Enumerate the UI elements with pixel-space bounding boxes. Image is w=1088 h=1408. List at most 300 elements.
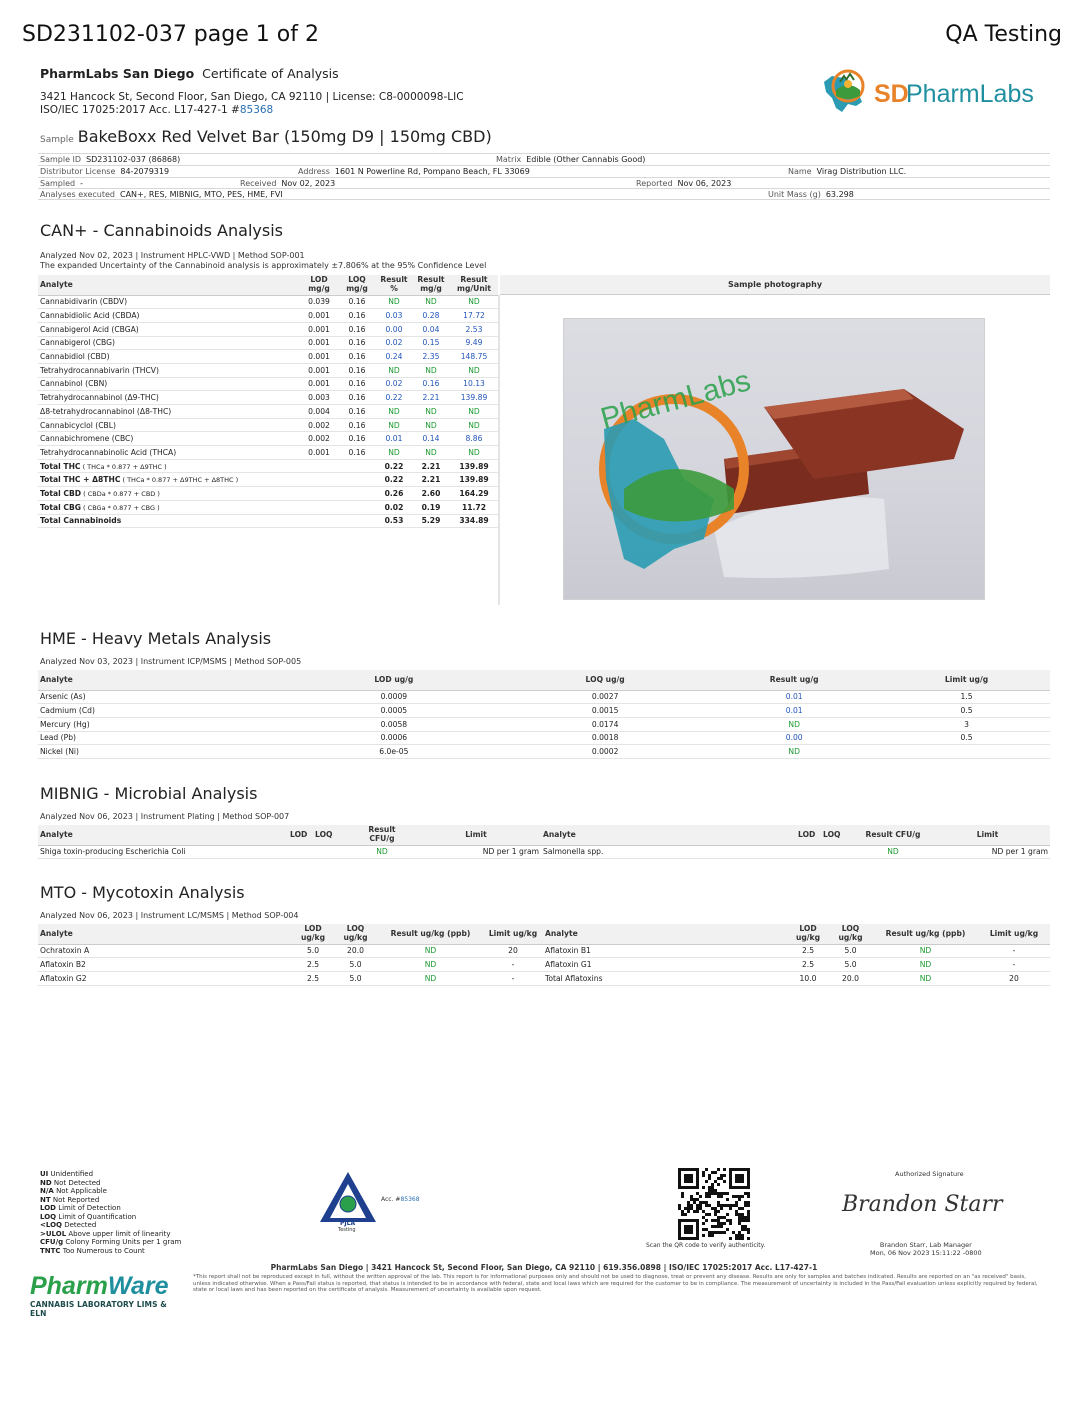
col-result-2: Result ug/kg (ppb) — [873, 924, 978, 944]
result-value: 0.01 — [705, 704, 883, 718]
analyte-name: Total Aflatoxins — [543, 971, 788, 985]
legend-abbr: ND — [40, 1178, 52, 1187]
limit-value: 0.5 — [883, 731, 1050, 745]
lab-address-block — [40, 91, 464, 117]
result-pct: ND — [376, 418, 412, 432]
result-pct: 0.02 — [376, 377, 412, 391]
col-loq: LOQ mg/g — [338, 275, 376, 295]
result-pct: ND — [376, 405, 412, 419]
table-header-row — [38, 275, 498, 295]
loq-value: 0.0018 — [505, 731, 705, 745]
unit-mass-label: Unit Mass (g) — [768, 190, 821, 200]
total-mgu: 334.89 — [450, 514, 498, 528]
table-row — [38, 336, 498, 350]
table-header-row — [38, 825, 1050, 845]
total-label — [38, 473, 376, 487]
total-pct: 0.26 — [376, 487, 412, 501]
limit-value: - — [483, 971, 543, 985]
lod-value: 0.0009 — [283, 690, 505, 704]
heavy-metals-table — [38, 670, 1050, 759]
total-mgu: 11.72 — [450, 500, 498, 514]
lod-value: 0.003 — [300, 391, 338, 405]
result-mgu: 148.75 — [450, 350, 498, 364]
total-pct: 0.22 — [376, 459, 412, 473]
divider — [498, 295, 500, 605]
col-result-pct: Result % — [376, 275, 412, 295]
legend-abbr: CFU/g — [40, 1238, 64, 1246]
pjla-sub: Testing — [338, 1227, 356, 1233]
heavy-metals-table-wrap — [38, 670, 1050, 759]
lod-value: 2.5 — [293, 958, 333, 972]
sample-title — [40, 127, 492, 146]
reported-label: Reported — [636, 178, 673, 188]
legend-meaning: Too Numerous to Count — [60, 1246, 145, 1255]
table-row — [38, 958, 1050, 972]
result-value: 0.00 — [705, 731, 883, 745]
total-name: Total THC + Δ8THC — [40, 475, 121, 485]
loq-value: 5.0 — [828, 958, 873, 972]
cell: ND — [861, 845, 925, 859]
mto-section-sub: Analyzed Nov 06, 2023 | Instrument LC/MSMS | Method SOP-004 — [40, 911, 299, 920]
col-limit: Limit ug/kg — [483, 924, 543, 944]
legend-abbr: >ULOL — [40, 1229, 67, 1238]
analyte-name: Δ8-tetrahydrocannabinol (Δ8-THC) — [38, 405, 300, 419]
mto-section-title: MTO - Mycotoxin Analysis — [40, 883, 245, 902]
col-analyte: Analyte — [38, 825, 288, 845]
table-row — [38, 350, 498, 364]
loq-value: 5.0 — [333, 971, 378, 985]
received-label: Received — [240, 178, 277, 188]
total-pct: 0.02 — [376, 500, 412, 514]
doc-type: Certificate of Analysis — [202, 66, 339, 81]
sample-meta-table — [38, 153, 1050, 200]
total-formula: ( THCa * 0.877 + Δ9THC + Δ8THC ) — [120, 476, 239, 485]
received-value: Nov 02, 2023 — [281, 178, 336, 188]
loq-value: 0.16 — [338, 363, 376, 377]
loq-value: 0.0002 — [505, 745, 705, 759]
lod-value: 2.5 — [788, 944, 828, 958]
matrix-value: Edible (Other Cannabis Good) — [526, 155, 646, 164]
total-label — [38, 459, 376, 473]
analyte-name: Aflatoxin B2 — [38, 958, 293, 972]
result-value: 0.01 — [705, 690, 883, 704]
table-row — [38, 363, 498, 377]
pjla-acc-number: 85368 — [400, 1196, 420, 1203]
result-value: ND — [873, 971, 978, 985]
table-row — [38, 309, 498, 323]
lod-value: 0.001 — [300, 322, 338, 336]
cell — [821, 845, 861, 859]
loq-value: 0.16 — [338, 432, 376, 446]
lod-value: 0.002 — [300, 432, 338, 446]
result-mgu: ND — [450, 295, 498, 309]
svg-text:PharmLabs: PharmLabs — [597, 364, 755, 436]
sample-label: Sample — [40, 135, 74, 145]
analyte-name: Cannabigerol Acid (CBGA) — [38, 322, 300, 336]
result-mgu: ND — [450, 418, 498, 432]
total-label — [38, 500, 376, 514]
meta-row — [38, 153, 1050, 165]
col-result-2: Result CFU/g — [861, 825, 925, 845]
table-row — [38, 377, 498, 391]
total-row — [38, 459, 498, 473]
result-mgu: 9.49 — [450, 336, 498, 350]
loq-value: 0.16 — [338, 446, 376, 460]
col-loq-2: LOQ ug/kg — [828, 924, 873, 944]
analyte-name: Tetrahydrocannabinol (Δ9-THC) — [38, 391, 300, 405]
table-row — [38, 704, 1050, 718]
legend-item — [40, 1221, 181, 1230]
limit-value: 1.5 — [883, 690, 1050, 704]
analyte-name: Cannabigerol (CBG) — [38, 336, 300, 350]
meta-row — [38, 165, 1050, 177]
abbreviations-legend — [40, 1170, 181, 1255]
analyses-label: Analyses executed — [40, 190, 115, 200]
legend-item — [40, 1204, 181, 1213]
iso-line — [40, 104, 464, 117]
col-result-mgg: Result mg/g — [412, 275, 450, 295]
result-mgu: 17.72 — [450, 309, 498, 323]
meta-row — [38, 177, 1050, 189]
total-mgu: 139.89 — [450, 459, 498, 473]
col-lod-2: LOD ug/kg — [788, 924, 828, 944]
table-row — [38, 690, 1050, 704]
legend-abbr: NT — [40, 1195, 51, 1204]
total-label — [38, 487, 376, 501]
hme-section-sub: Analyzed Nov 03, 2023 | Instrument ICP/MSMS | Method SOP-005 — [40, 657, 302, 666]
loq-value: 0.16 — [338, 350, 376, 364]
loq-value: 0.0015 — [505, 704, 705, 718]
qr-code-icon — [678, 1168, 750, 1240]
lod-value: 0.0006 — [283, 731, 505, 745]
result-value: ND — [873, 958, 978, 972]
total-formula: ( CBGa * 0.877 + CBG ) — [80, 503, 160, 512]
result-value: ND — [705, 717, 883, 731]
signature-label: Authorized Signature — [895, 1170, 964, 1178]
table-header-row — [38, 924, 1050, 944]
legend-meaning: Not Reported — [50, 1195, 100, 1204]
total-row — [38, 500, 498, 514]
legend-item — [40, 1230, 181, 1239]
legend-item — [40, 1238, 181, 1247]
legend-abbr: N/A — [40, 1187, 54, 1195]
result-mgg: 0.14 — [412, 432, 450, 446]
can-analyzed-line: Analyzed Nov 02, 2023 | Instrument HPLC-VWD | Method SOP-001 — [40, 251, 305, 260]
verification-qr-code[interactable] — [678, 1168, 750, 1240]
loq-value: 0.0027 — [505, 690, 705, 704]
col-analyte-2: Analyte — [543, 924, 788, 944]
loq-value: 0.16 — [338, 309, 376, 323]
col-lod: LOD — [288, 825, 313, 845]
pjla-acc-prefix: Acc. # — [381, 1196, 401, 1203]
cannabinoid-table-wrap — [38, 275, 498, 528]
analyte-name: Nickel (Ni) — [38, 745, 283, 759]
signer-block — [870, 1241, 982, 1257]
analyte-name: Aflatoxin G1 — [543, 958, 788, 972]
mib-section-sub: Analyzed Nov 06, 2023 | Instrument Plating | Method SOP-007 — [40, 812, 290, 821]
page-header — [22, 22, 1062, 52]
result-value: ND — [873, 944, 978, 958]
distributor-value: 84-2079319 — [120, 166, 170, 176]
analyte-name: Cadmium (Cd) — [38, 704, 283, 718]
microbial-table — [38, 825, 1050, 859]
limit-value: - — [483, 958, 543, 972]
col-analyte: Analyte — [38, 275, 300, 295]
total-name: Total CBG — [40, 502, 81, 512]
legend-item — [40, 1196, 181, 1205]
table-row — [38, 405, 498, 419]
total-name: Total CBD — [40, 488, 82, 498]
legend-item — [40, 1213, 181, 1222]
cell — [796, 845, 821, 859]
col-loq: LOQ — [313, 825, 353, 845]
analyte-name: Aflatoxin B1 — [543, 944, 788, 958]
can-section-sub — [40, 251, 486, 271]
lod-value: 0.0058 — [283, 717, 505, 731]
col-analyte: Analyte — [38, 670, 283, 690]
pharmware-wordmark — [30, 1272, 170, 1300]
cell: ND per 1 gram — [411, 845, 541, 859]
analyses-value: CAN+, RES, MIBNIG, MTO, PES, HME, FVI — [120, 190, 283, 200]
can-uncertainty-line: The expanded Uncertainty of the Cannabinoid analysis is approximately ±7.806% at the 95% Confidence Level — [40, 261, 487, 270]
total-row — [38, 514, 498, 528]
microbial-table-wrap — [38, 825, 1050, 859]
mycotoxin-table — [38, 924, 1050, 986]
col-lod: LOD mg/g — [300, 275, 338, 295]
legend-meaning: Unidentified — [48, 1170, 94, 1178]
analyte-name: Aflatoxin G2 — [38, 971, 293, 985]
lod-value: 10.0 — [788, 971, 828, 985]
analyte-name: Cannabichromene (CBC) — [38, 432, 300, 446]
col-lod: LOD ug/g — [283, 670, 505, 690]
total-name: Total THC — [40, 461, 81, 471]
total-mgg: 2.21 — [412, 473, 450, 487]
total-mgu: 164.29 — [450, 487, 498, 501]
analyte-name: Mercury (Hg) — [38, 717, 283, 731]
hme-section-title: HME - Heavy Metals Analysis — [40, 629, 272, 648]
col-analyte-2: Analyte — [541, 825, 796, 845]
total-pct: 0.22 — [376, 473, 412, 487]
analyte-name: Cannabidiol (CBD) — [38, 350, 300, 364]
sign-timestamp: Mon, 06 Nov 2023 15:11:22 -0800 — [870, 1249, 982, 1257]
legend-item — [40, 1247, 181, 1256]
address-value: 1601 N Powerline Rd, Pompano Beach, FL 33069 — [334, 166, 530, 176]
loq-value: 20.0 — [828, 971, 873, 985]
can-section-title: CAN+ - Cannabinoids Analysis — [40, 221, 283, 240]
sample-name: BakeBoxx Red Velvet Bar (150mg D9 | 150mg CBD) — [77, 127, 492, 146]
legend-abbr: TNTC — [40, 1246, 61, 1255]
legend-item — [40, 1179, 181, 1188]
pjla-badge — [318, 1170, 428, 1238]
analyte-name: Tetrahydrocannabivarin (THCV) — [38, 363, 300, 377]
legend-item — [40, 1170, 181, 1179]
distributor-label: Distributor License — [40, 166, 116, 176]
lab-heading — [40, 66, 339, 81]
table-row — [38, 944, 1050, 958]
lod-value: 2.5 — [293, 971, 333, 985]
doc-id-page: SD231102-037 page 1 of 2 — [22, 22, 319, 47]
analyte-name: Arsenic (As) — [38, 690, 283, 704]
legend-meaning: Limit of Quantification — [56, 1212, 137, 1221]
result-pct: ND — [376, 295, 412, 309]
sample-photo-image — [564, 319, 985, 600]
table-row — [38, 322, 498, 336]
pjla-name: PJLA — [340, 1220, 356, 1227]
name-value: Virag Distribution LLC. — [816, 166, 907, 176]
sample-id-label: Sample ID — [40, 155, 82, 164]
analyte-name: Cannabidiolic Acid (CBDA) — [38, 309, 300, 323]
col-result: Result ug/kg (ppb) — [378, 924, 483, 944]
col-loq-2: LOQ — [821, 825, 861, 845]
mib-section-title: MIBNIG - Microbial Analysis — [40, 784, 258, 803]
col-analyte: Analyte — [38, 924, 293, 944]
lod-value: 0.002 — [300, 418, 338, 432]
table-row — [38, 745, 1050, 759]
result-mgu: 139.89 — [450, 391, 498, 405]
cell: ND — [353, 845, 411, 859]
result-pct: 0.03 — [376, 309, 412, 323]
lod-value: 0.001 — [300, 336, 338, 350]
total-pct: 0.53 — [376, 514, 412, 528]
pharmware-part-b: Ware — [107, 1272, 169, 1300]
loq-value: 0.0174 — [505, 717, 705, 731]
iso-acc-link[interactable]: 85368 — [239, 104, 274, 116]
lab-name: PharmLabs San Diego — [40, 66, 195, 81]
footer-disclaimer: *This report shall not be reproduced except in full, without the written approval of the lab. This report is for informational purposes only and should not be used to diagnose, treat or prevent any disease. Results are only for samples and batches indicated. Results are reported on an "as received" basis, unless indicated otherwise. When a Pass/Fail status is reported, that status is intended to be in accordance with federal, state and local laws which are required for the customer to be in compliance. The measurement of uncertainty is included in the Pass/Fail evaluation unless explicitly required by federal, state or local laws and has been reported on the certificate of analysis. Measurement of uncertainty is available upon request. — [193, 1274, 1038, 1293]
legend-meaning: Limit of Detection — [55, 1204, 121, 1212]
total-name: Total Cannabinoids — [40, 516, 122, 526]
loq-value: 5.0 — [333, 958, 378, 972]
signature-script: Brandon Starr — [842, 1192, 1003, 1217]
lod-value: 6.0e-05 — [283, 745, 505, 759]
svg-text:PharmLabs: PharmLabs — [906, 80, 1034, 108]
result-value: ND — [378, 958, 483, 972]
limit-value — [883, 745, 1050, 759]
result-mgg: ND — [412, 405, 450, 419]
result-mgu: ND — [450, 446, 498, 460]
limit-value: - — [978, 944, 1050, 958]
result-mgu: 2.53 — [450, 322, 498, 336]
limit-value: 20 — [483, 944, 543, 958]
result-mgg: ND — [412, 418, 450, 432]
unit-mass-value: 63.298 — [825, 190, 854, 200]
result-value: ND — [378, 971, 483, 985]
loq-value: 20.0 — [333, 944, 378, 958]
signer-name: Brandon Starr, Lab Manager — [879, 1241, 972, 1249]
table-row — [38, 418, 498, 432]
limit-value: - — [978, 958, 1050, 972]
cell: Shiga toxin-producing Escherichia Coli — [38, 845, 288, 859]
result-pct: 0.24 — [376, 350, 412, 364]
total-formula: ( CBDa * 0.877 + CBD ) — [81, 489, 160, 498]
col-limit: Limit — [411, 825, 541, 845]
result-mgu: 8.86 — [450, 432, 498, 446]
col-lod-2: LOD — [796, 825, 821, 845]
result-mgg: 2.35 — [412, 350, 450, 364]
total-label — [38, 514, 376, 528]
result-pct: ND — [376, 446, 412, 460]
legend-meaning: Colony Forming Units per 1 gram — [63, 1238, 182, 1246]
result-pct: 0.02 — [376, 336, 412, 350]
sample-id-value: SD231102-037 (86868) — [86, 155, 181, 164]
analyte-name: Cannabinol (CBN) — [38, 377, 300, 391]
table-row — [38, 971, 1050, 985]
analyte-name: Ochratoxin A — [38, 944, 293, 958]
lod-value: 0.004 — [300, 405, 338, 419]
result-value: ND — [378, 944, 483, 958]
loq-value: 0.16 — [338, 322, 376, 336]
result-mgg: 0.04 — [412, 322, 450, 336]
result-mgu: ND — [450, 405, 498, 419]
legend-meaning: Above upper limit of linearity — [66, 1229, 171, 1238]
result-mgu: 10.13 — [450, 377, 498, 391]
table-row — [38, 391, 498, 405]
matrix-label: Matrix — [496, 155, 522, 164]
legend-abbr: UI — [40, 1170, 49, 1178]
pharmware-logo — [30, 1272, 170, 1318]
result-mgg: 0.16 — [412, 377, 450, 391]
table-row — [38, 432, 498, 446]
lod-value: 0.001 — [300, 309, 338, 323]
pjla-acc — [381, 1196, 420, 1203]
col-limit: Limit ug/g — [883, 670, 1050, 690]
address-label: Address — [298, 166, 330, 176]
lod-value: 0.0005 — [283, 704, 505, 718]
svg-text:SD: SD — [874, 80, 909, 108]
footer-address: PharmLabs San Diego | 3421 Hancock St, Second Floor, San Diego, CA 92110 | 619.356.0898 | ISO/IEC 17025:2017 Acc. L17-427-1 — [270, 1263, 818, 1272]
limit-value: 0.5 — [883, 704, 1050, 718]
sampled-value: - — [80, 178, 83, 188]
iso-text: ISO/IEC 17025:2017 Acc. L17-427-1 # — [40, 104, 240, 116]
legend-meaning: Not Applicable — [53, 1187, 107, 1195]
total-mgu: 139.89 — [450, 473, 498, 487]
loq-value: 0.16 — [338, 377, 376, 391]
cell: ND per 1 gram — [925, 845, 1050, 859]
col-result: Result ug/g — [705, 670, 883, 690]
lod-value: 2.5 — [788, 958, 828, 972]
total-mgg: 0.19 — [412, 500, 450, 514]
qa-testing-title: QA Testing — [945, 22, 1062, 47]
total-mgg: 2.60 — [412, 487, 450, 501]
lod-value: 0.001 — [300, 350, 338, 364]
col-result: Result CFU/g — [353, 825, 411, 845]
sample-photo-header: Sample photography — [500, 275, 1050, 295]
cell — [313, 845, 353, 859]
table-row — [38, 295, 498, 309]
sample-photo — [563, 318, 985, 600]
legend-abbr: LOD — [40, 1204, 56, 1212]
result-mgg: ND — [412, 295, 450, 309]
col-limit-2: Limit — [925, 825, 1050, 845]
loq-value: 0.16 — [338, 295, 376, 309]
lod-value: 5.0 — [293, 944, 333, 958]
total-mgg: 2.21 — [412, 459, 450, 473]
pjla-logo-icon — [318, 1170, 378, 1226]
lod-value: 0.039 — [300, 295, 338, 309]
loq-value: 5.0 — [828, 944, 873, 958]
result-value: ND — [705, 745, 883, 759]
loq-value: 0.16 — [338, 418, 376, 432]
total-mgg: 5.29 — [412, 514, 450, 528]
sampled-label: Sampled — [40, 178, 76, 188]
total-row — [38, 473, 498, 487]
analyte-name: Cannabidivarin (CBDV) — [38, 295, 300, 309]
legend-meaning: Detected — [61, 1221, 97, 1229]
qr-caption: Scan the QR code to verify authenticity. — [646, 1242, 766, 1249]
col-lod: LOD ug/kg — [293, 924, 333, 944]
meta-row — [38, 188, 1050, 200]
cell — [288, 845, 313, 859]
